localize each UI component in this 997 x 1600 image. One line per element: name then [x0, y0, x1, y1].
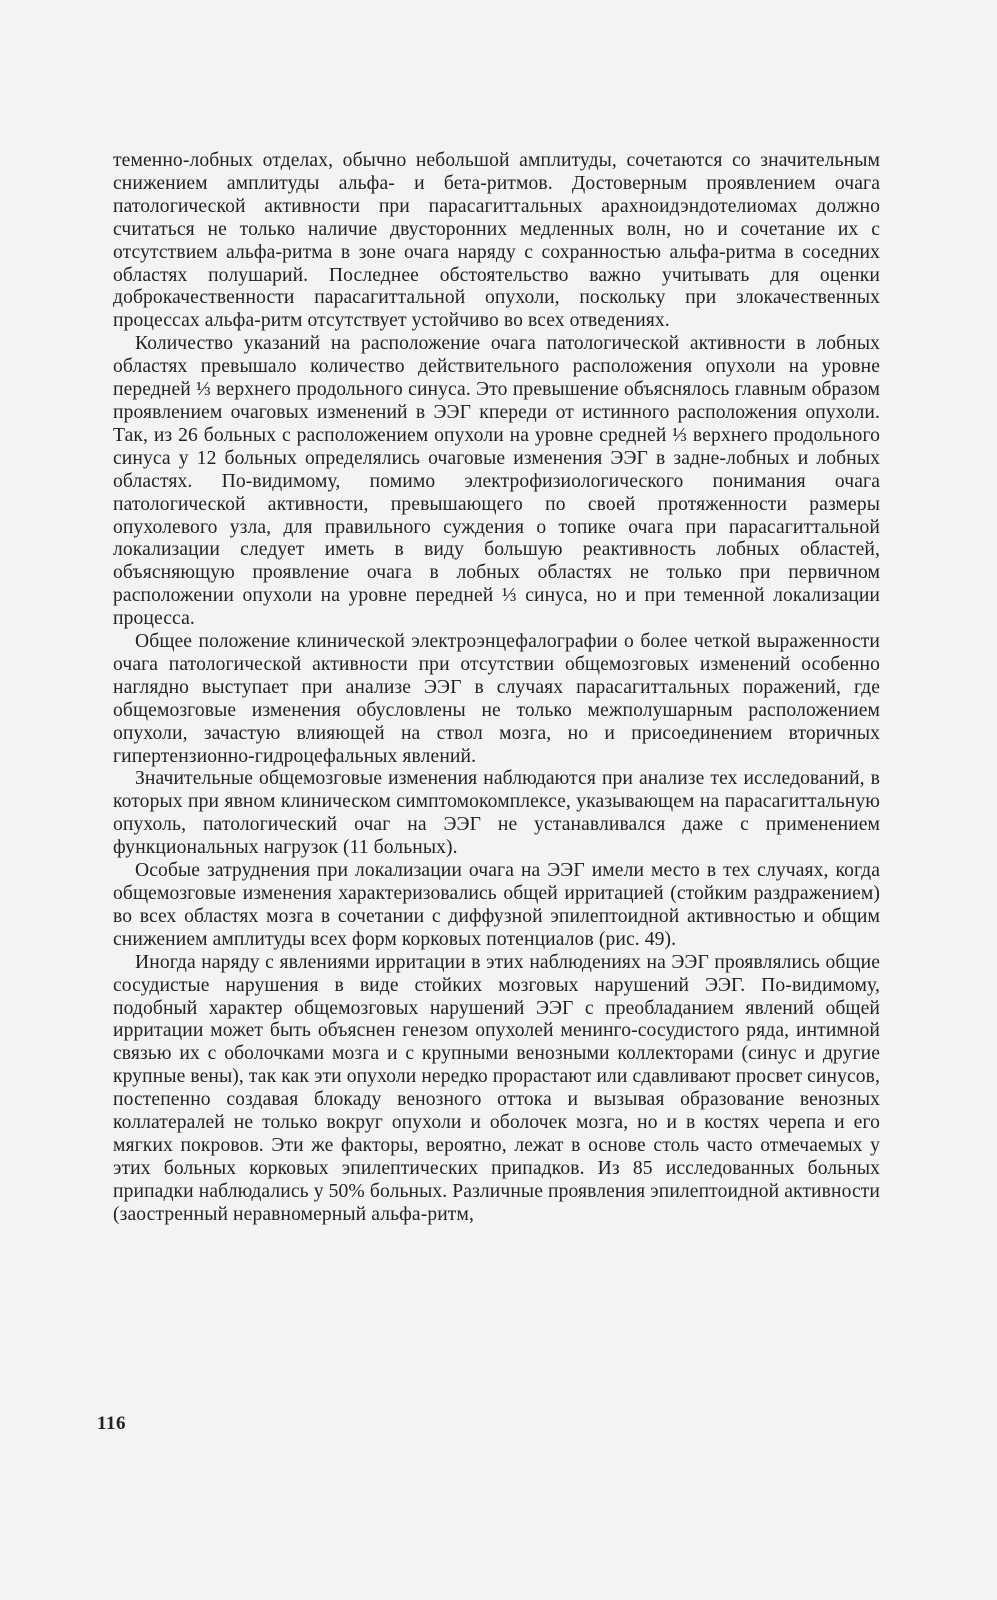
body-text: [113, 150, 880, 1227]
page-number: 116: [97, 1413, 126, 1434]
paragraph-3: Общее положение клинической электроэнцефалографии о более четкой выраженности очага патологической активности при отсутствии общемозговых изменений особенно наглядно выступает при анализе ЭЭГ в случаях парасагиттальных поражений, где общемозговые изменения обусловлены не только межполушарным расположением опухоли, зачастую влияющей на ствол мозга, но и присоединением вторичных гипертензионно-гидроцефальных явлений.: [113, 631, 880, 767]
paragraph-5: Особые затруднения при локализации очага на ЭЭГ имели место в тех случаях, когда общемозговые изменения характеризовались общей ирритацией (стойким раздражением) во всех областях мозга в сочетании с диффузной эпилептоидной активностью и общим снижением амплитуды всех форм корковых потенциалов (рис. 49).: [113, 860, 880, 950]
paragraph-4: Значительные общемозговые изменения наблюдаются при анализе тех исследований, в которых при явном клиническом симптомокомплексе, указывающем на парасагиттальную опухоль, патологический очаг на ЭЭГ не устанавливался даже с применением функциональных нагрузок (11 больных).: [113, 768, 880, 859]
paragraph-2: Количество указаний на расположение очага патологической активности в лобных областях превышало количество действительного расположения опухоли на уровне передней ⅓ верхнего продольного синуса. Это превышение объяснялось главным образом проявлением очаговых изменений в ЭЭГ кпереди от истинного расположения опухоли. Так, из 26 больных с расположением опухоли на уровне средней ⅓ верхнего продольного синуса у 12 больных определялись очаговые изменения ЭЭГ в задне-лобных и лобных областях. По-видимому, помимо электрофизиологического понимания очага патологической активности, превышающего по своей протяженности размеры опухолевого узла, для правильного суждения о топике очага при парасагиттальной локализации следует иметь в виду большую реактивность лобных областей, объясняющую проявление очага в лобных областях не только при первичном расположении опухоли на уровне передней ⅓ синуса, но и при теменной локализации процесса.: [113, 333, 880, 630]
paragraph-1: теменно-лобных отделах, обычно небольшой амплитуды, сочетаются со значительным снижением амплитуды альфа- и бета-ритмов. Достоверным проявлением очага патологической активности при парасагиттальных арахноидэндотелиомах должно считаться не только наличие двусторонних медленных волн, но и сочетание их с отсутствием альфа-ритма в зоне очага наряду с сохранностью альфа-ритма в соседних областях полушарий. Последнее обстоятельство важно учитывать для оценки доброкачественности парасагиттальной опухоли, поскольку при злокачественных процессах альфа-ритм отсутствует устойчиво во всех отведениях.: [113, 150, 880, 332]
paragraph-6: Иногда наряду с явлениями ирритации в этих наблюдениях на ЭЭГ проявлялись общие сосудистые нарушения в виде стойких мозговых нарушений ЭЭГ. По-видимому, подобный характер общемозговых нарушений ЭЭГ с преобладанием явлений общей ирритации может быть объяснен генезом опухолей менинго-сосудистого ряда, интимной связью их с оболочками мозга и с крупными венозными коллекторами (синус и другие крупные вены), так как эти опухоли нередко прорастают или сдавливают просвет синусов, постепенно создавая блокаду венозного оттока и вызывая образование венозных коллатералей не только вокруг опухоли и оболочек мозга, но и в костях черепа и его мягких покровов. Эти же факторы, вероятно, лежат в основе столь часто отмечаемых у этих больных корковых эпилептических припадков. Из 85 исследованных больных припадки наблюдались у 50% больных. Различные проявления эпилептоидной активности (заостренный неравномерный альфа-ритм,: [113, 951, 881, 1225]
